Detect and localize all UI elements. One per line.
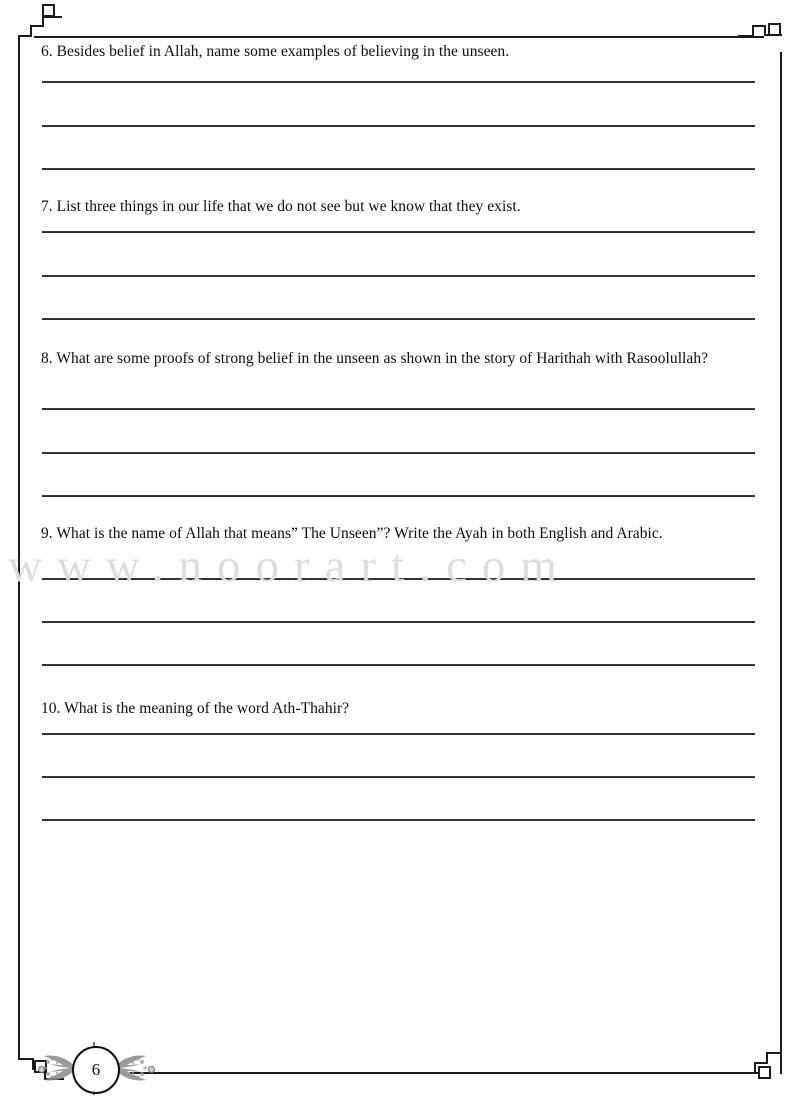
answer-line-q8-3[interactable] <box>42 495 755 497</box>
frame-border-right <box>780 52 782 1074</box>
corner-square-icon <box>758 1066 771 1079</box>
answer-line-q7-2[interactable] <box>42 275 755 277</box>
frame-border-left <box>18 36 20 1058</box>
answer-line-q9-3[interactable] <box>42 664 755 666</box>
frame-border-top <box>34 36 764 38</box>
answer-line-q8-1[interactable] <box>42 408 755 410</box>
ornament-dot-left-icon <box>38 1066 45 1073</box>
question-q6: 6. Besides belief in Allah, name some examples of believing in the unseen. <box>41 43 510 60</box>
corner-square-icon <box>42 4 55 17</box>
frame-border-bottom <box>130 1072 764 1074</box>
question-q8: 8. What are some proofs of strong belief in the unseen as shown in the story of Harithah with Rasoolullah? <box>41 350 709 367</box>
site-watermark: www.noorart.com <box>8 540 572 592</box>
flourish-left-icon <box>42 1054 76 1082</box>
answer-line-q10-3[interactable] <box>42 819 755 821</box>
answer-line-q10-1[interactable] <box>42 733 755 735</box>
answer-line-q7-1[interactable] <box>42 231 755 233</box>
answer-line-q8-2[interactable] <box>42 452 755 454</box>
corner-square-icon <box>768 23 781 36</box>
answer-line-q7-3[interactable] <box>42 318 755 320</box>
answer-line-q10-2[interactable] <box>42 776 755 778</box>
page-number-badge: 6 <box>72 1046 120 1094</box>
answer-line-q9-1[interactable] <box>42 578 755 580</box>
bottom-right-corner-icon <box>730 1040 782 1084</box>
question-q10: 10. What is the meaning of the word Ath-Thahir? <box>41 700 350 717</box>
question-q7: 7. List three things in our life that we do not see but we know that they exist. <box>41 198 521 215</box>
ornament-dot-right-icon <box>148 1066 155 1073</box>
answer-line-q6-2[interactable] <box>42 125 755 127</box>
page-number-ornament <box>34 1042 214 1102</box>
question-q9: 9. What is the name of Allah that means” The Unseen”? Write the Ayah in both English and Arabic. <box>41 525 663 542</box>
answer-line-q6-1[interactable] <box>42 81 755 83</box>
answer-line-q9-2[interactable] <box>42 621 755 623</box>
answer-line-q6-3[interactable] <box>42 168 755 170</box>
